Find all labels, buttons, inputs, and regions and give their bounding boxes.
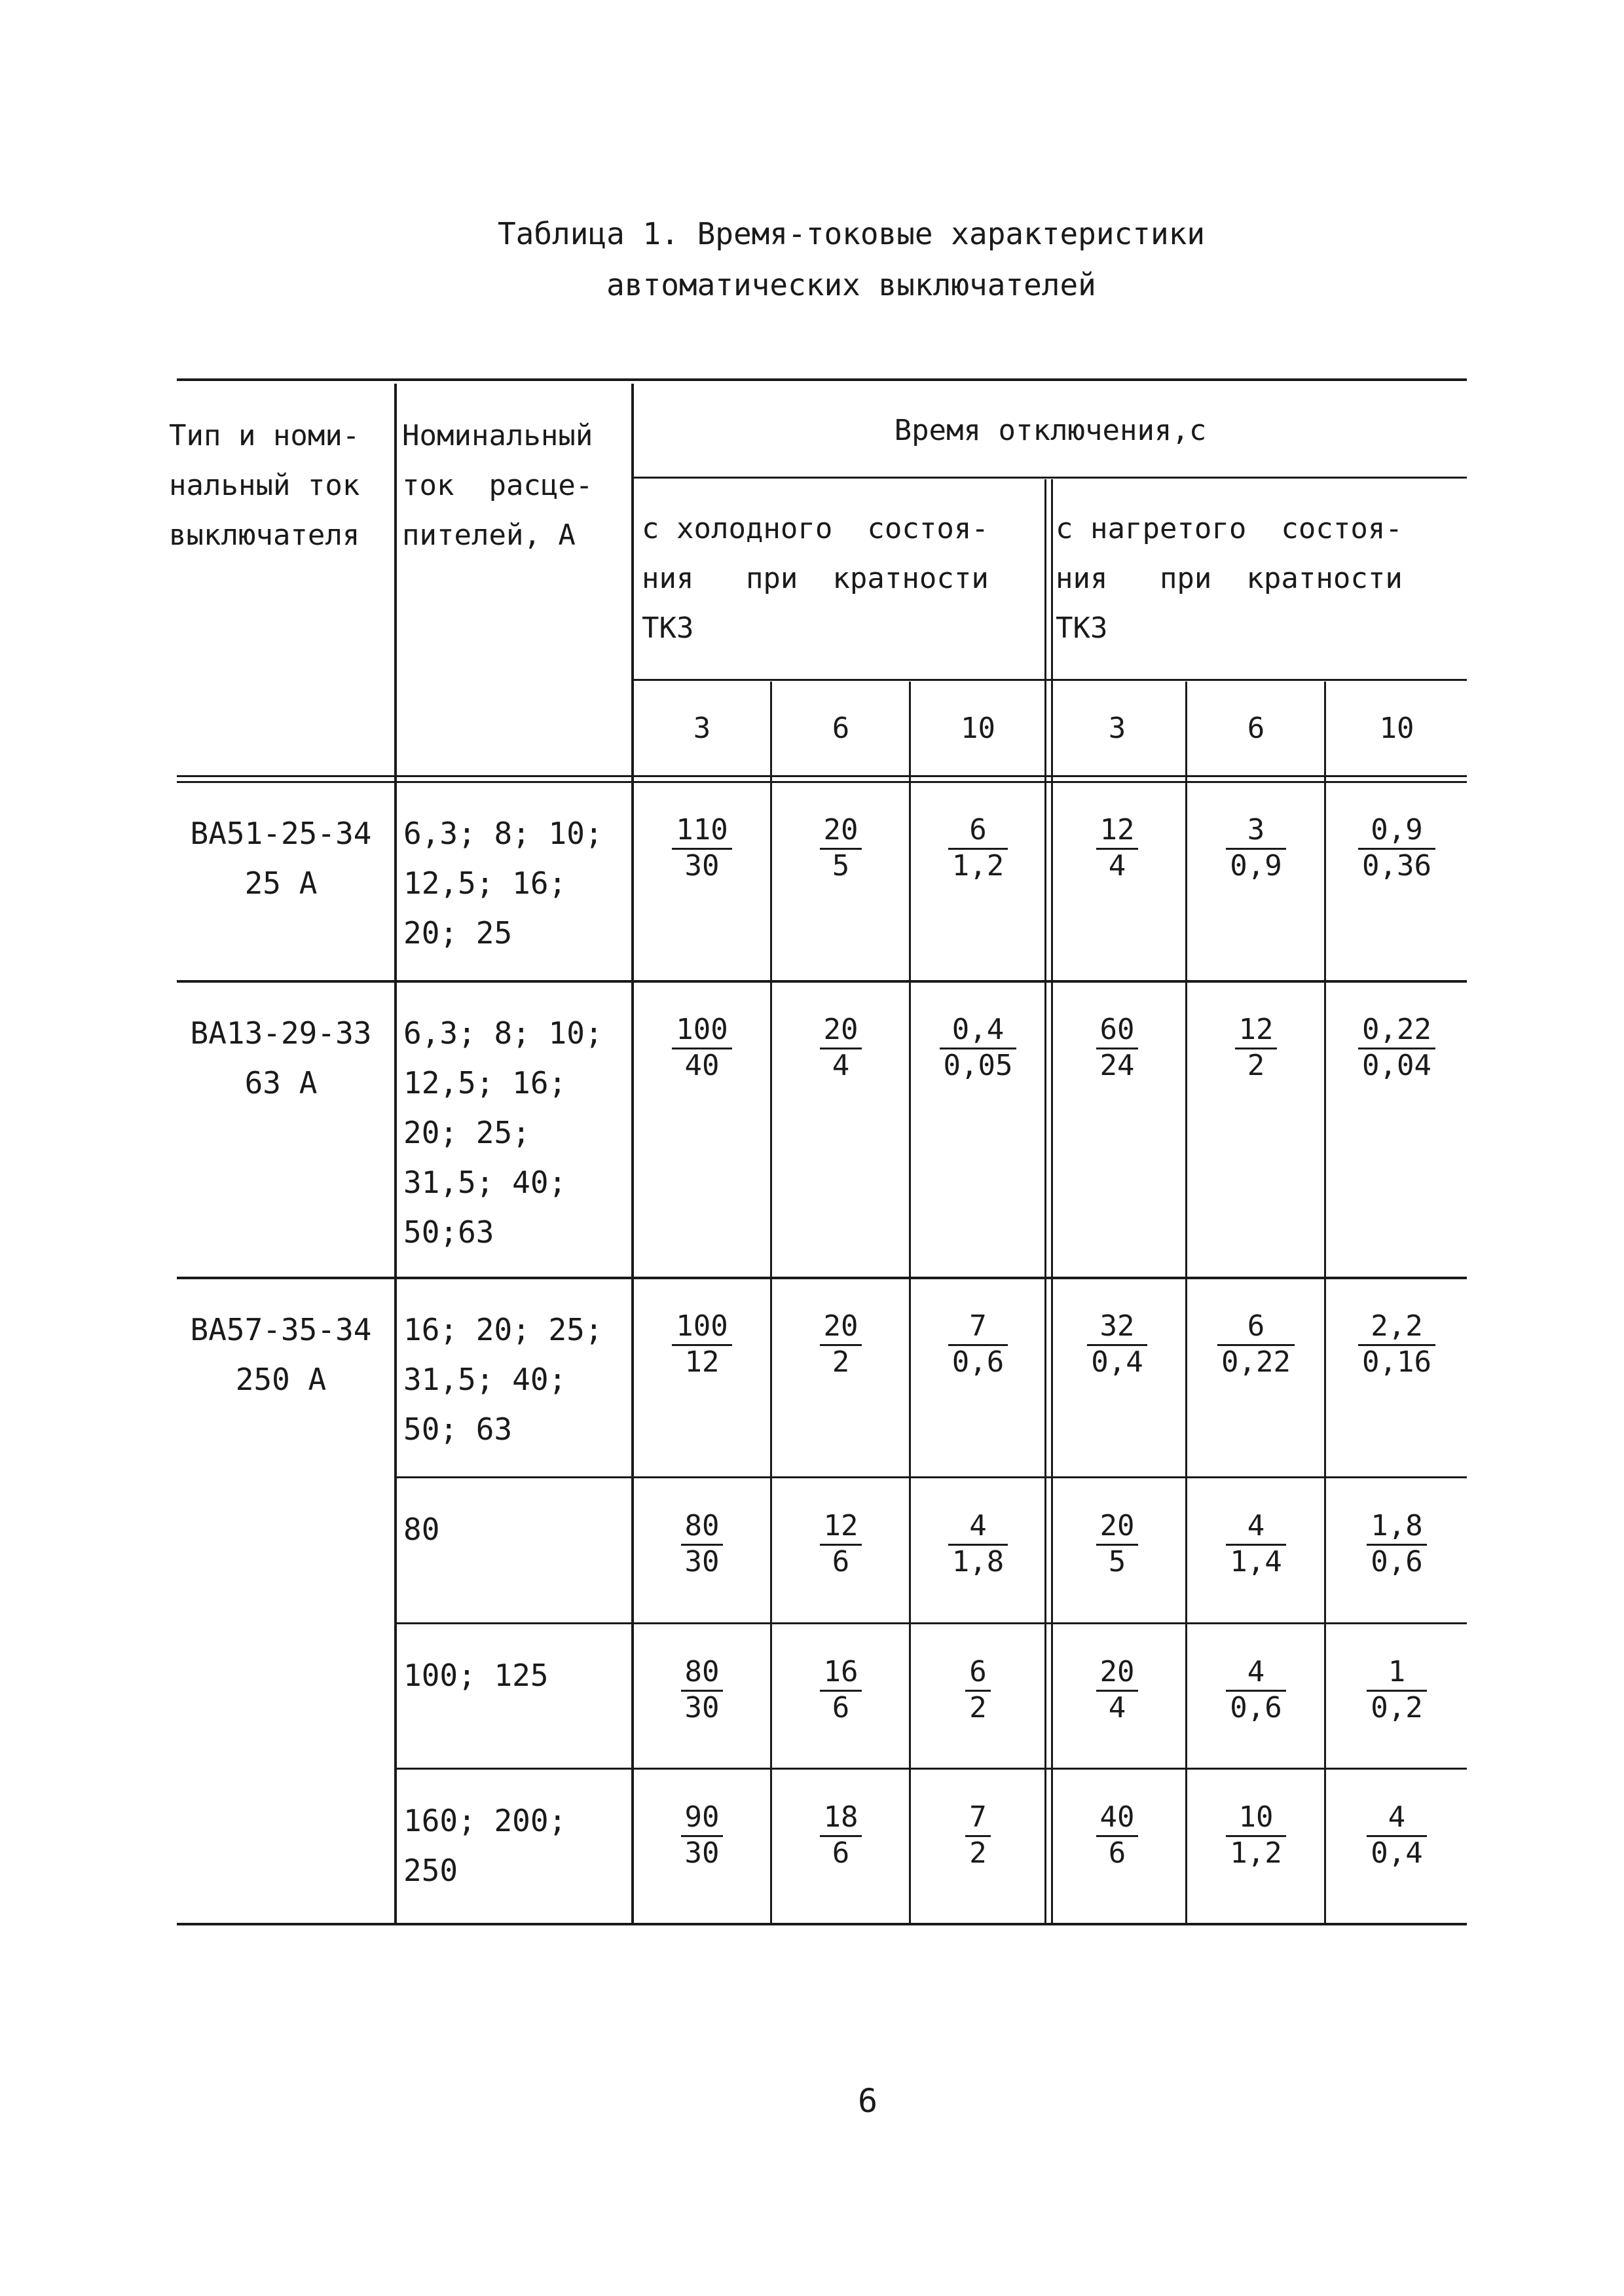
- fraction-denominator: 30: [684, 1545, 720, 1578]
- fraction-denominator: 0,05: [943, 1049, 1013, 1082]
- col-divider-hot-3-6: [1185, 682, 1187, 1925]
- fraction-numerator: 10: [1238, 1800, 1274, 1834]
- header-cold-state: с холодного состоя- ния при кратности ТКЗ: [642, 512, 989, 645]
- header-type: Тип и номи- нальный ток выключателя: [169, 419, 360, 552]
- time-fraction: [912, 1801, 1044, 1870]
- fraction-denominator: 1,2: [951, 849, 1005, 883]
- fraction-numerator: 12: [823, 1509, 858, 1542]
- fraction-numerator: 90: [684, 1800, 720, 1834]
- subheader-rule: [634, 477, 1467, 479]
- fraction-numerator: 80: [684, 1509, 720, 1542]
- nominal-current: 6,3; 8; 10; 12,5; 16; 20; 25: [403, 816, 603, 951]
- multiple-cold-2: 6: [832, 712, 850, 745]
- col-divider-cold-6-10: [909, 682, 911, 1925]
- table-bottom-rule: [177, 1923, 1467, 1925]
- fraction-denominator: 1,2: [1230, 1836, 1282, 1870]
- breaker-type: ВА57-35-34 250 А: [190, 1312, 372, 1397]
- time-fraction: [634, 1656, 770, 1724]
- time-fraction: [634, 1801, 770, 1870]
- fraction-denominator: 0,04: [1362, 1049, 1431, 1082]
- fraction-denominator: 2: [1247, 1049, 1265, 1082]
- header-time: Время отключения,с: [894, 414, 1207, 447]
- fraction-denominator: 4: [1108, 1691, 1126, 1724]
- fraction-numerator: 4: [1247, 1655, 1265, 1688]
- col-divider-hot-6-10: [1324, 682, 1326, 1925]
- fraction-denominator: 0,16: [1362, 1345, 1431, 1379]
- fraction-denominator: 0,4: [1091, 1345, 1143, 1379]
- fraction-denominator: 2: [832, 1345, 850, 1379]
- time-fraction: [634, 1310, 770, 1379]
- fraction-numerator: 0,4: [951, 1013, 1005, 1046]
- fraction-denominator: 0,6: [1371, 1545, 1423, 1578]
- multiple-hot-1: 3: [1108, 712, 1126, 745]
- time-fraction: [912, 814, 1044, 883]
- time-fraction: [1049, 1801, 1185, 1870]
- breaker-type: ВА51-25-34 25 А: [190, 816, 372, 901]
- fraction-denominator: 1,4: [1230, 1545, 1282, 1578]
- time-fraction: [773, 1801, 909, 1870]
- fraction-numerator: 6: [969, 1655, 987, 1688]
- time-fraction: [1049, 814, 1185, 883]
- fraction-numerator: 110: [676, 813, 728, 847]
- time-fraction: [1188, 1510, 1324, 1578]
- fraction-numerator: 3: [1247, 813, 1265, 847]
- fraction-denominator: 6: [832, 1545, 850, 1578]
- col-divider-type: [394, 384, 397, 1925]
- time-fraction: [773, 1013, 909, 1082]
- nominal-current: 16; 20; 25; 31,5; 40; 50; 63: [403, 1312, 603, 1447]
- nominal-current: 100; 125: [403, 1658, 549, 1693]
- fraction-denominator: 0,4: [1371, 1836, 1423, 1870]
- fraction-numerator: 100: [676, 1013, 728, 1046]
- fraction-numerator: 4: [1388, 1800, 1406, 1834]
- time-fraction: [1188, 814, 1324, 883]
- fraction-denominator: 6: [1108, 1836, 1126, 1870]
- col-divider-cold-3-6: [770, 682, 772, 1925]
- fraction-denominator: 0,2: [1371, 1691, 1423, 1724]
- fraction-denominator: 0,9: [1230, 849, 1282, 883]
- time-fraction: [1327, 1801, 1467, 1870]
- nominal-current: 80: [403, 1512, 440, 1547]
- fraction-numerator: 20: [823, 1309, 858, 1343]
- time-fraction: [1327, 1013, 1467, 1082]
- fraction-numerator: 4: [1247, 1509, 1265, 1542]
- fraction-numerator: 1,8: [1371, 1509, 1423, 1542]
- time-fraction: [1188, 1013, 1324, 1082]
- page-number: 6: [857, 2082, 878, 2120]
- fraction-denominator: 2: [969, 1691, 987, 1724]
- fraction-numerator: 7: [969, 1309, 987, 1343]
- fraction-numerator: 80: [684, 1655, 720, 1688]
- multiple-hot-3: 10: [1379, 712, 1414, 745]
- fraction-denominator: 1,8: [951, 1545, 1005, 1578]
- header-nominal: Номинальный ток расце- пителей, А: [402, 419, 593, 552]
- fraction-numerator: 32: [1099, 1309, 1135, 1343]
- time-fraction: [1049, 1013, 1185, 1082]
- fraction-numerator: 12: [1238, 1013, 1274, 1046]
- time-fraction: [1327, 1510, 1467, 1578]
- table-title-line-2: автоматических выключателей: [606, 267, 1096, 302]
- fraction-numerator: 18: [823, 1800, 858, 1834]
- time-fraction: [773, 1656, 909, 1724]
- fraction-denominator: 30: [684, 1691, 720, 1724]
- fraction-denominator: 12: [684, 1345, 720, 1379]
- header-bottom-rule: [177, 775, 1467, 783]
- time-fraction: [1049, 1310, 1185, 1379]
- fraction-numerator: 20: [823, 1013, 858, 1046]
- fraction-numerator: 20: [1099, 1655, 1135, 1688]
- row-rule-3: [397, 1476, 1467, 1478]
- fraction-denominator: 30: [684, 1836, 720, 1870]
- table-title-line-1: Таблица 1. Время-токовые характеристики: [497, 216, 1206, 251]
- nominal-current: 160; 200; 250: [403, 1803, 567, 1888]
- time-fraction: [912, 1510, 1044, 1578]
- fraction-denominator: 4: [1108, 849, 1126, 883]
- fraction-denominator: 0,6: [1230, 1691, 1282, 1724]
- time-fraction: [1188, 1801, 1324, 1870]
- time-fraction: [773, 1510, 909, 1578]
- time-fraction: [1188, 1656, 1324, 1724]
- multiple-hot-2: 6: [1247, 712, 1265, 745]
- time-fraction: [1188, 1310, 1324, 1379]
- fraction-denominator: 40: [684, 1049, 720, 1082]
- fraction-denominator: 24: [1099, 1049, 1135, 1082]
- fraction-numerator: 60: [1099, 1013, 1135, 1046]
- fraction-denominator: 2: [969, 1836, 987, 1870]
- row-rule-4: [397, 1622, 1467, 1624]
- breaker-type: ВА13-29-33 63 А: [190, 1015, 372, 1101]
- time-fraction: [1327, 1656, 1467, 1724]
- fraction-numerator: 100: [676, 1309, 728, 1343]
- fraction-denominator: 30: [684, 849, 720, 883]
- time-fraction: [1049, 1510, 1185, 1578]
- fraction-numerator: 16: [823, 1655, 858, 1688]
- fraction-numerator: 6: [969, 813, 987, 847]
- fraction-denominator: 6: [832, 1691, 850, 1724]
- fraction-numerator: 1: [1388, 1655, 1406, 1688]
- time-fraction: [634, 814, 770, 883]
- fraction-numerator: 12: [1099, 813, 1135, 847]
- fraction-numerator: 4: [969, 1509, 987, 1542]
- time-fraction: [773, 1310, 909, 1379]
- fraction-numerator: 0,22: [1362, 1013, 1431, 1046]
- fraction-denominator: 5: [832, 849, 850, 883]
- multiple-cold-3: 10: [961, 712, 995, 745]
- time-fraction: [912, 1013, 1044, 1082]
- row-rule-5: [397, 1768, 1467, 1770]
- time-fraction: [1049, 1656, 1185, 1724]
- header-hot-state: с нагретого состоя- ния при кратности ТКЗ: [1056, 512, 1403, 645]
- fraction-numerator: 7: [969, 1800, 987, 1834]
- time-fraction: [634, 1510, 770, 1578]
- fraction-numerator: 20: [1099, 1509, 1135, 1542]
- row-rule-1: [177, 980, 1467, 983]
- nominal-current: 6,3; 8; 10; 12,5; 16; 20; 25; 31,5; 40; 50;63: [403, 1015, 603, 1250]
- fraction-numerator: 2,2: [1371, 1309, 1423, 1343]
- fraction-denominator: 0,22: [1221, 1345, 1291, 1379]
- row-rule-2: [177, 1277, 1467, 1279]
- time-fraction: [912, 1656, 1044, 1724]
- fraction-numerator: 40: [1099, 1800, 1135, 1834]
- time-fraction: [912, 1310, 1044, 1379]
- fraction-numerator: 6: [1247, 1309, 1265, 1343]
- table-top-rule: [177, 378, 1467, 381]
- fraction-denominator: 6: [832, 1836, 850, 1870]
- fraction-denominator: 0,6: [951, 1345, 1005, 1379]
- fraction-denominator: 5: [1108, 1545, 1126, 1578]
- fraction-denominator: 4: [832, 1049, 850, 1082]
- time-fraction: [634, 1013, 770, 1082]
- fraction-denominator: 0,36: [1362, 849, 1431, 883]
- time-fraction: [773, 814, 909, 883]
- fraction-numerator: 20: [823, 813, 858, 847]
- time-fraction: [1327, 1310, 1467, 1379]
- multiple-cold-1: 3: [693, 712, 711, 745]
- fraction-numerator: 0,9: [1371, 813, 1423, 847]
- time-fraction: [1327, 814, 1467, 883]
